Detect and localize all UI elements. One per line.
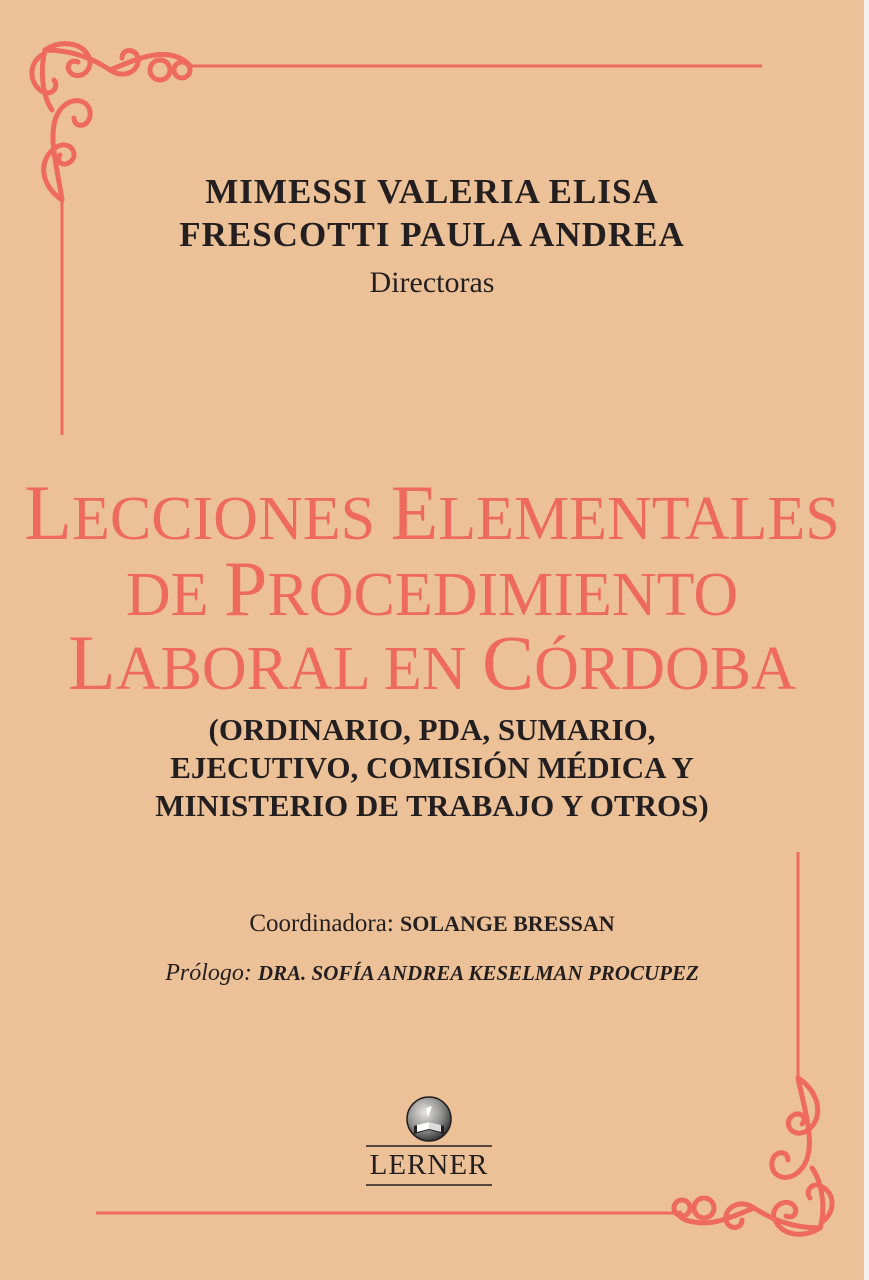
author-role: Directoras — [369, 266, 495, 299]
prologue-label: Prólogo: — [165, 960, 252, 986]
publisher-block — [362, 1094, 496, 1190]
coordinator-name: SOLANGE BRESSAN — [400, 911, 615, 936]
title-part: E — [390, 469, 439, 556]
prologue-credit — [0, 960, 864, 987]
title-line-3 — [0, 618, 864, 708]
prologue-name: DRA. SOFÍA ANDREA KESELMAN PROCUPEZ — [257, 961, 699, 985]
publisher-underline — [362, 1183, 496, 1189]
page-edge — [864, 0, 869, 1280]
publisher-logo-book-icon — [362, 1094, 496, 1154]
coordinator-credit — [0, 910, 864, 938]
subtitle-line-2: EJECUTIVO, COMISIÓN MÉDICA Y — [170, 750, 694, 785]
title-part: ÓRDOBA — [534, 635, 796, 703]
author-name-2: FRESCOTTI PAULA ANDREA — [179, 215, 685, 254]
subtitle-line-1: (ORDINARIO, PDA, SUMARIO, — [208, 712, 656, 747]
title-part: P — [224, 545, 268, 632]
title-part: ROCEDIMIENTO — [267, 561, 739, 629]
title-part: L — [24, 469, 72, 556]
publisher-name: LERNER — [369, 1149, 489, 1181]
author-name-1: MIMESSI VALERIA ELISA — [205, 172, 659, 211]
coordinator-label: Coordinadora: — [249, 910, 394, 937]
title-part: LEMENTALES — [438, 485, 840, 553]
title-part: ABORAL EN — [115, 635, 483, 703]
title-part: C — [482, 619, 535, 706]
title-part: L — [68, 619, 116, 706]
subtitle-line-3: MINISTERIO DE TRABAJO Y OTROS) — [155, 788, 709, 823]
corner-flourish-bottom-right-icon — [674, 1078, 832, 1234]
title-part: DE — [125, 561, 225, 629]
title-part: ECCIONES — [71, 485, 391, 553]
